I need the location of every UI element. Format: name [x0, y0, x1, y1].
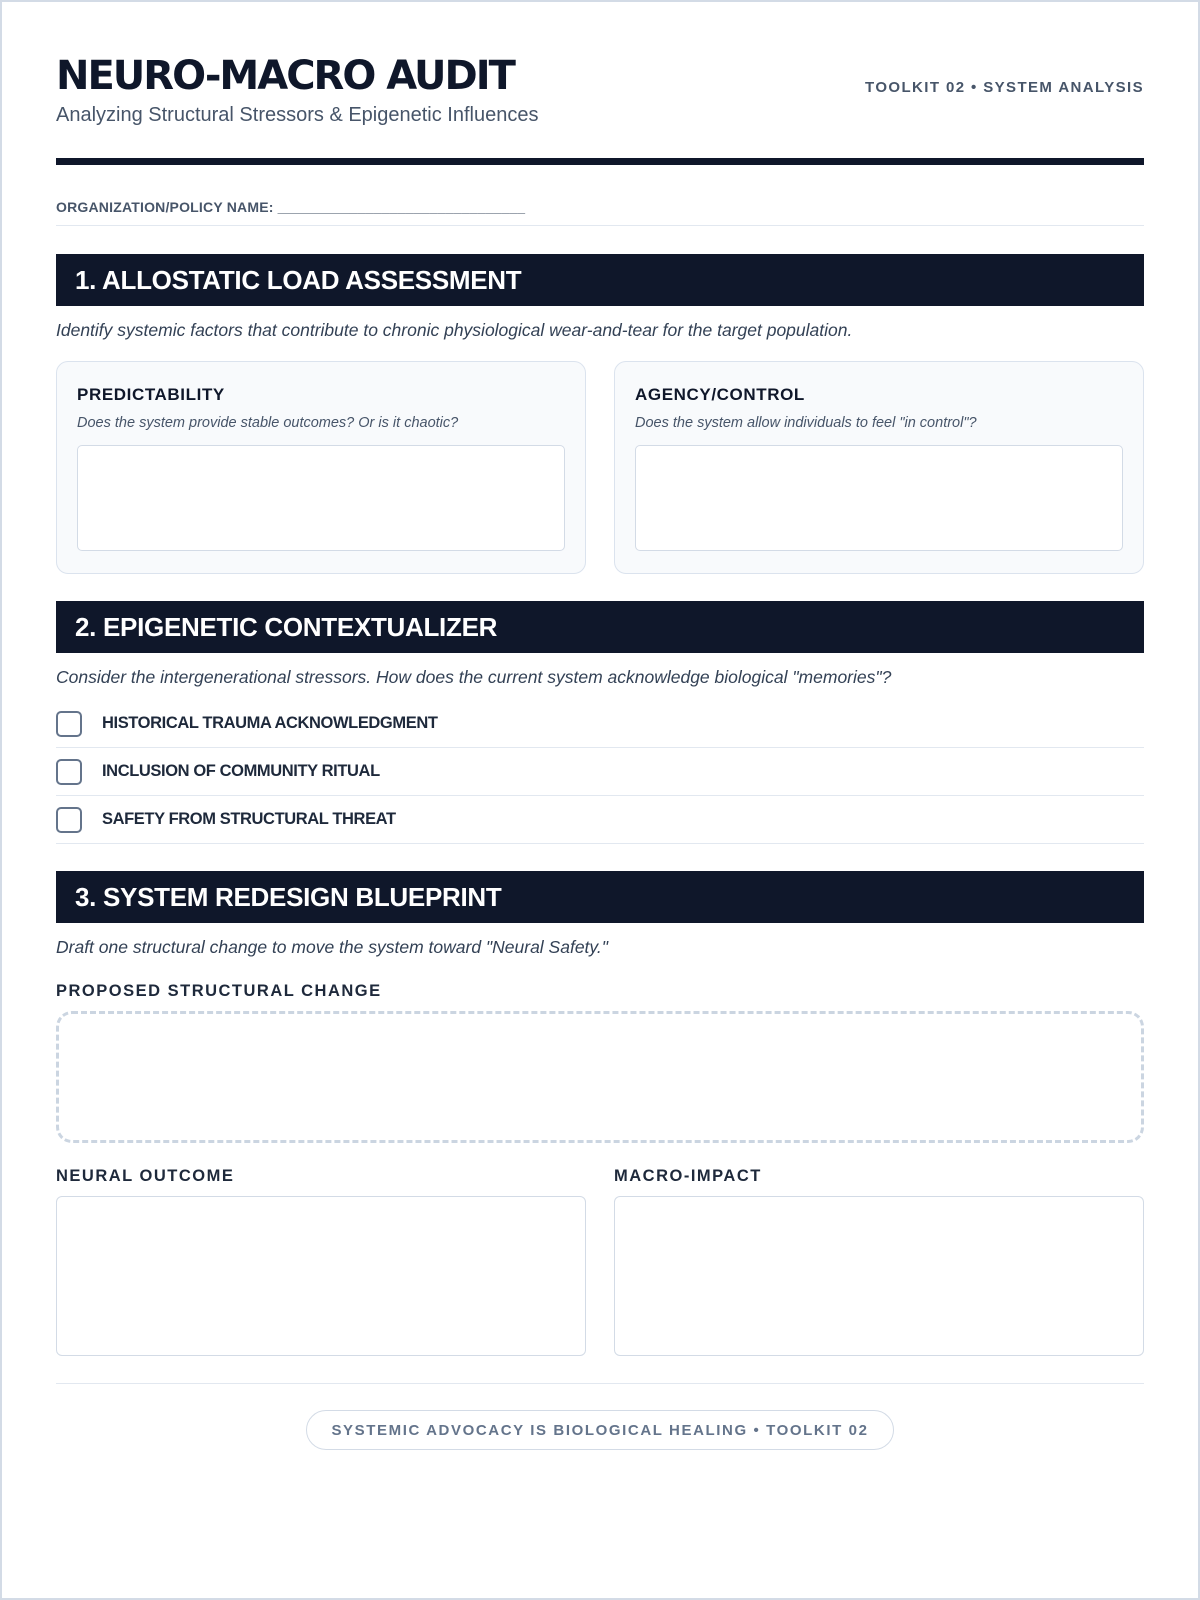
section-heading-allostatic-load: [56, 254, 1144, 306]
proposed-change-field[interactable]: [56, 1011, 1144, 1143]
proposed-change-label: PROPOSED STRUCTURAL CHANGE: [56, 982, 382, 1000]
toolkit-tag: TOOLKIT 02 • SYSTEM ANALYSIS: [865, 79, 1144, 96]
checkbox[interactable]: [56, 759, 82, 785]
footer-badge: SYSTEMIC ADVOCACY IS BIOLOGICAL HEALING • TOOLKIT 02: [306, 1410, 893, 1450]
section-heading-epigenetic: [56, 601, 1144, 653]
assessment-cards: [56, 361, 1144, 574]
checklist: [56, 700, 1144, 844]
page-title: NEURO-MACRO AUDIT: [56, 53, 514, 99]
checklist-item-community-ritual: [56, 748, 1144, 796]
neural-outcome-field[interactable]: [56, 1196, 586, 1356]
section-description: Consider the intergenerational stressors. How does the current system acknowledge biological "memories"?: [56, 667, 892, 687]
card-question: Does the system provide stable outcomes? Or is it chaotic?: [77, 415, 459, 431]
card-question: Does the system allow individuals to feel "in control"?: [635, 415, 977, 431]
checkbox[interactable]: [56, 807, 82, 833]
macro-impact-label: MACRO-IMPACT: [614, 1167, 762, 1185]
section-heading-redesign: [56, 871, 1144, 923]
checkbox-label: INCLUSION OF COMMUNITY RITUAL: [102, 762, 380, 780]
checklist-item-structural-threat: [56, 796, 1144, 844]
section-description: Identify systemic factors that contribute to chronic physiological wear-and-tear for the target population.: [56, 320, 853, 340]
neural-outcome-label: NEURAL OUTCOME: [56, 1167, 235, 1185]
checklist-item-historical-trauma: [56, 700, 1144, 748]
header-divider: [56, 158, 1144, 165]
checkbox[interactable]: [56, 711, 82, 737]
predictability-answer-field[interactable]: [77, 445, 565, 551]
section-heading-text: 2. EPIGENETIC CONTEXTUALIZER: [75, 611, 498, 642]
card-title: PREDICTABILITY: [77, 385, 225, 404]
section-description: Draft one structural change to move the system toward "Neural Safety.": [56, 937, 608, 957]
macro-impact-column: [614, 1167, 1144, 1356]
agency-control-card: [614, 361, 1144, 574]
section-heading-text: 1. ALLOSTATIC LOAD ASSESSMENT: [75, 264, 522, 295]
outcome-columns: [56, 1167, 1144, 1356]
neural-outcome-column: [56, 1167, 586, 1356]
card-title: AGENCY/CONTROL: [635, 385, 805, 404]
macro-impact-field[interactable]: [614, 1196, 1144, 1356]
predictability-card: [56, 361, 586, 574]
footer-divider: [56, 1383, 1144, 1384]
checkbox-label: SAFETY FROM STRUCTURAL THREAT: [102, 810, 396, 828]
page-subtitle: Analyzing Structural Stressors & Epigenetic Influences: [56, 104, 539, 126]
section-heading-text: 3. SYSTEM REDESIGN BLUEPRINT: [75, 881, 502, 912]
page-header: [56, 52, 1144, 152]
checkbox-label: HISTORICAL TRAUMA ACKNOWLEDGMENT: [102, 714, 438, 732]
agency-control-answer-field[interactable]: [635, 445, 1123, 551]
footer: [56, 1410, 1144, 1450]
title-block: [56, 52, 538, 127]
organization-name-field[interactable]: ORGANIZATION/POLICY NAME: _______________________________: [56, 199, 1144, 226]
